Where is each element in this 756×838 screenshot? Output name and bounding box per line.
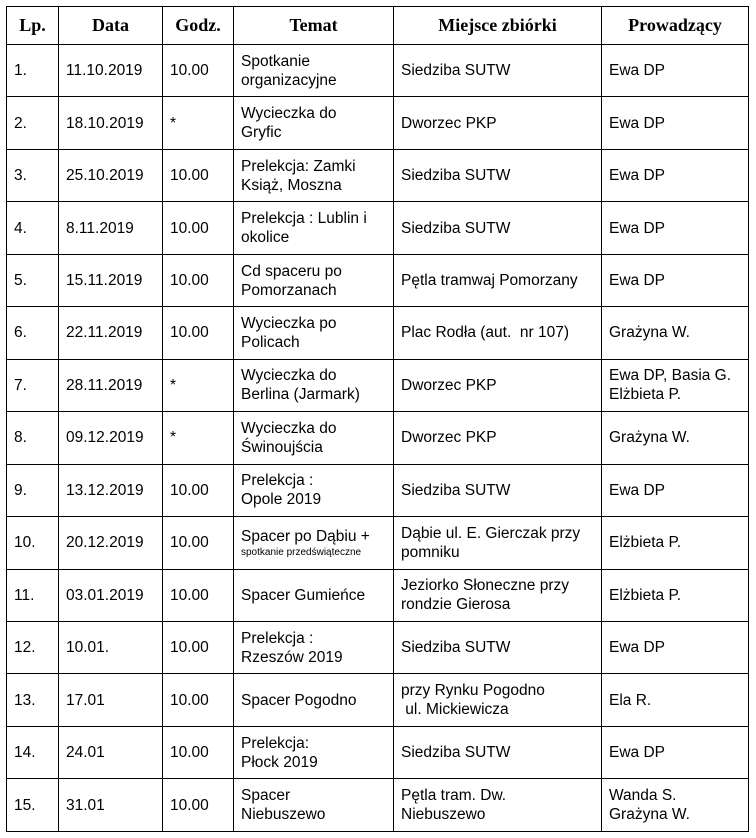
cell-line: Prelekcja : [241, 629, 314, 647]
cell-line: Grażyna W. [609, 324, 690, 342]
cell-line: organizacyjne [241, 71, 337, 89]
cell-place [394, 779, 602, 832]
cell-line: Wycieczka do [241, 419, 337, 437]
cell-topic [234, 254, 394, 306]
table-row [7, 149, 749, 201]
cell-line: Prelekcja: [241, 734, 310, 752]
cell-line: Ewa DP [609, 639, 665, 657]
cell-leader [602, 412, 749, 464]
cell-date: 17.01 [59, 674, 163, 726]
cell-line: Siedziba SUTW [401, 481, 511, 499]
header-row [7, 7, 749, 45]
cell-lp: 10. [7, 517, 59, 569]
cell-date: 11.10.2019 [59, 45, 163, 97]
table-row [7, 359, 749, 411]
cell-topic [234, 97, 394, 149]
table-row [7, 202, 749, 254]
col-header-leader: Prowadzący [602, 7, 749, 45]
cell-place [394, 621, 602, 673]
table-row [7, 779, 749, 832]
cell-topic [234, 202, 394, 254]
cell-time: 10.00 [163, 517, 234, 569]
cell-time: 10.00 [163, 254, 234, 306]
cell-lp: 3. [7, 149, 59, 201]
cell-line: Ewa DP [609, 272, 665, 290]
cell-place [394, 517, 602, 569]
cell-time: 10.00 [163, 674, 234, 726]
cell-time: 10.00 [163, 726, 234, 778]
col-header-time: Godz. [163, 7, 234, 45]
cell-time: 10.00 [163, 621, 234, 673]
cell-line: Prelekcja: Zamki [241, 157, 356, 175]
cell-lp: 13. [7, 674, 59, 726]
cell-line: Siedziba SUTW [401, 167, 511, 185]
cell-line: Rzeszów 2019 [241, 648, 343, 666]
cell-lp: 4. [7, 202, 59, 254]
table-row [7, 254, 749, 306]
cell-line: Berlina (Jarmark) [241, 386, 360, 404]
cell-time: 10.00 [163, 307, 234, 359]
cell-leader [602, 674, 749, 726]
cell-topic [234, 779, 394, 832]
cell-topic [234, 621, 394, 673]
cell-line: Siedziba SUTW [401, 219, 511, 237]
cell-line: Pętla tramwaj Pomorzany [401, 272, 578, 290]
cell-time: * [163, 412, 234, 464]
cell-lp: 9. [7, 464, 59, 516]
cell-line: Książ, Moszna [241, 176, 342, 194]
cell-line: Płock 2019 [241, 753, 318, 771]
cell-line: Spacer po Dąbiu + [241, 527, 370, 545]
cell-place [394, 97, 602, 149]
cell-line: Gryfic [241, 124, 282, 142]
cell-date: 25.10.2019 [59, 149, 163, 201]
cell-date: 18.10.2019 [59, 97, 163, 149]
cell-line: Prelekcja : Lublin i [241, 210, 367, 228]
table-row [7, 412, 749, 464]
cell-date: 13.12.2019 [59, 464, 163, 516]
table-row [7, 621, 749, 673]
cell-date: 03.01.2019 [59, 569, 163, 621]
cell-line: Dworzec PKP [401, 429, 497, 447]
cell-line: Siedziba SUTW [401, 639, 511, 657]
cell-time: * [163, 359, 234, 411]
cell-time: 10.00 [163, 45, 234, 97]
cell-place [394, 45, 602, 97]
cell-leader [602, 517, 749, 569]
cell-topic [234, 45, 394, 97]
cell-topic [234, 307, 394, 359]
cell-leader [602, 726, 749, 778]
cell-line: Pomorzanach [241, 281, 337, 299]
cell-date: 10.01. [59, 621, 163, 673]
col-header-place: Miejsce zbiórki [394, 7, 602, 45]
cell-line: Niebuszewo [241, 806, 326, 824]
cell-lp: 2. [7, 97, 59, 149]
cell-line: Policach [241, 333, 300, 351]
cell-leader [602, 359, 749, 411]
cell-line: Spacer Gumieńce [241, 586, 366, 604]
cell-place [394, 149, 602, 201]
cell-leader [602, 202, 749, 254]
cell-line: ul. Mickiewicza [401, 701, 509, 719]
cell-line: Ewa DP [609, 744, 665, 762]
cell-line: Spacer [241, 787, 291, 805]
cell-line: Pętla tram. Dw. [401, 787, 507, 805]
schedule-table [6, 6, 749, 832]
cell-line: pomniku [401, 543, 460, 561]
cell-line: Dąbie ul. E. Gierczak przy [401, 524, 581, 542]
table-row [7, 726, 749, 778]
cell-lp: 8. [7, 412, 59, 464]
col-header-topic: Temat [234, 7, 394, 45]
col-header-date: Data [59, 7, 163, 45]
cell-place [394, 307, 602, 359]
cell-leader [602, 45, 749, 97]
cell-time: * [163, 97, 234, 149]
cell-leader [602, 97, 749, 149]
cell-line: Dworzec PKP [401, 376, 497, 394]
cell-date: 24.01 [59, 726, 163, 778]
cell-line: Plac Rodła (aut. nr 107) [401, 324, 570, 342]
cell-time: 10.00 [163, 569, 234, 621]
cell-place [394, 726, 602, 778]
cell-line: Dworzec PKP [401, 114, 497, 132]
cell-line: Ewa DP [609, 167, 665, 185]
cell-lp: 6. [7, 307, 59, 359]
cell-line: Wycieczka po [241, 314, 337, 332]
cell-topic [234, 726, 394, 778]
cell-date: 20.12.2019 [59, 517, 163, 569]
cell-line: Wycieczka do [241, 367, 337, 385]
cell-line: Ewa DP [609, 481, 665, 499]
cell-lp: 7. [7, 359, 59, 411]
cell-topic [234, 569, 394, 621]
table-row [7, 674, 749, 726]
cell-line: Elżbieta P. [609, 386, 682, 404]
cell-place [394, 674, 602, 726]
cell-line: Elżbieta P. [609, 534, 682, 552]
cell-leader [602, 621, 749, 673]
cell-line: Cd spaceru po [241, 262, 342, 280]
cell-line: Siedziba SUTW [401, 744, 511, 762]
cell-line: Elżbieta P. [609, 586, 682, 604]
cell-time: 10.00 [163, 202, 234, 254]
cell-line: Ewa DP, Basia G. [609, 367, 732, 385]
cell-line: Prelekcja : [241, 472, 314, 490]
cell-line: Siedziba SUTW [401, 62, 511, 80]
cell-topic [234, 464, 394, 516]
cell-line: Świnoujścia [241, 438, 323, 456]
cell-topic [234, 674, 394, 726]
cell-place [394, 569, 602, 621]
cell-line: Niebuszewo [401, 806, 486, 824]
cell-line: przy Rynku Pogodno [401, 682, 545, 700]
cell-line: Ewa DP [609, 114, 665, 132]
cell-place [394, 464, 602, 516]
cell-lp: 11. [7, 569, 59, 621]
cell-line: Opole 2019 [241, 491, 322, 509]
cell-line: okolice [241, 229, 290, 247]
cell-leader [602, 254, 749, 306]
cell-line: Ela R. [609, 691, 652, 709]
cell-date: 28.11.2019 [59, 359, 163, 411]
cell-line: Wanda S. [609, 787, 677, 805]
cell-topic [234, 359, 394, 411]
cell-date: 31.01 [59, 779, 163, 832]
cell-date: 15.11.2019 [59, 254, 163, 306]
table-row [7, 569, 749, 621]
cell-leader [602, 569, 749, 621]
cell-place [394, 202, 602, 254]
cell-date: 8.11.2019 [59, 202, 163, 254]
cell-line: Wycieczka do [241, 105, 337, 123]
cell-place [394, 359, 602, 411]
cell-date: 22.11.2019 [59, 307, 163, 359]
cell-topic [234, 149, 394, 201]
cell-leader [602, 307, 749, 359]
table-row [7, 45, 749, 97]
cell-line: Spotkanie [241, 52, 310, 70]
cell-leader [602, 149, 749, 201]
cell-leader [602, 779, 749, 832]
cell-place [394, 254, 602, 306]
cell-line: Ewa DP [609, 62, 665, 80]
cell-time: 10.00 [163, 464, 234, 516]
table-row [7, 517, 749, 569]
cell-topic [234, 412, 394, 464]
cell-lp: 14. [7, 726, 59, 778]
col-header-lp: Lp. [7, 7, 59, 45]
cell-line: Ewa DP [609, 219, 665, 237]
cell-date: 09.12.2019 [59, 412, 163, 464]
cell-time: 10.00 [163, 149, 234, 201]
cell-line: Grażyna W. [609, 429, 690, 447]
table-row [7, 97, 749, 149]
table-row [7, 307, 749, 359]
cell-lp: 5. [7, 254, 59, 306]
cell-place [394, 412, 602, 464]
table-row [7, 464, 749, 516]
cell-line: Grażyna W. [609, 806, 690, 824]
cell-time: 10.00 [163, 779, 234, 832]
cell-line: Spacer Pogodno [241, 691, 357, 709]
cell-topic [234, 517, 394, 569]
cell-line: rondzie Gierosa [401, 596, 511, 614]
cell-lp: 15. [7, 779, 59, 832]
schedule-body [7, 45, 749, 832]
cell-line-small: spotkanie przedświąteczne [241, 546, 362, 558]
cell-lp: 1. [7, 45, 59, 97]
cell-line: Jeziorko Słoneczne przy [401, 577, 569, 595]
cell-leader [602, 464, 749, 516]
cell-lp: 12. [7, 621, 59, 673]
